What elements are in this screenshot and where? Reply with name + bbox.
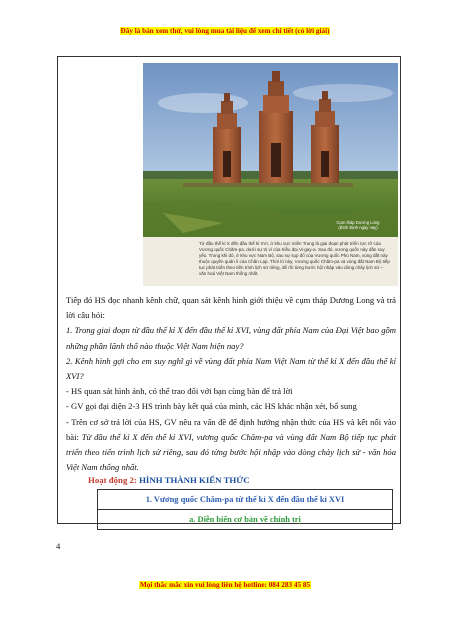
header-banner-text: Đây là bản xem thử, vui lòng mua tài liệu để xem chi tiết (có lời giải) (120, 27, 330, 35)
step-2: - GV gọi đại diện 2-3 HS trình bày kết quả của mình, các HS khác nhận xét, bổ sung (66, 401, 357, 412)
footer-banner-text: Mọi thắc mắc xin vui lòng liên hệ hotline: 084 283 45 85 (139, 581, 311, 589)
activity-heading (88, 475, 250, 485)
question-1-text: 1. Trong giai đoạn từ đầu thế kỉ X đến đầu thế kỉ XVI, vùng đất phía Nam của Đại Việt bao gồm những phần lãnh thổ nào thuộc Việt Nam hiện nay? (66, 325, 396, 351)
page-number: 4 (56, 541, 61, 551)
footer-banner (0, 581, 450, 589)
step-1: - HS quan sát hình ảnh, có thể trao đổi với bạn cùng bàn để trả lời (66, 386, 293, 397)
figure-caption-text: Từ đầu thế kỉ X đến đầu thế kỉ XVI, ở khu vực miền Trung là giai đoạn phát triển rực rỡ của Vương quốc Chăm-pa, dưới sự trị vì của triều đại Vi-gay-a. Sau đó, vương quốc này dần suy yếu. Trong khi đó, ở khu vực Nam Bộ, sau sự sụp đổ của Vương quốc Phù Nam, vùng đất này thuộc quyền quản lí của Chân Lạp. Thời kì này, Vương quốc Chăm-pa và vùng đất Nam Bộ tiếp tục phát triển theo tiến trình lịch sử riêng, để rồi từng bước hội nhập vào dòng chảy lịch sử – văn hoá Việt Nam thống nhất. (199, 241, 390, 277)
figure (143, 63, 398, 286)
activity-title: HÌNH THÀNH KIẾN THỨC (139, 475, 250, 485)
tower-photo (143, 63, 398, 237)
question-2 (66, 354, 396, 384)
section-table (97, 489, 393, 530)
intro-paragraph: Tiếp đó HS đọc nhanh kênh chữ, quan sát kênh hình giới thiệu về cụm tháp Dương Long và trả lời câu hỏi: (66, 295, 396, 321)
lesson-body (66, 293, 396, 475)
section-heading: 1. Vương quốc Chăm-pa từ thế kỉ X đến đầu thế kỉ XVI (98, 490, 392, 510)
section-subheading: a. Diễn biến cơ bản về chính trị (189, 515, 301, 524)
content-frame (57, 56, 401, 524)
photo-label (324, 220, 392, 231)
figure-caption (143, 237, 398, 286)
step-3-italic: Từ đầu thế kỉ X đến thế kỉ XVI, vương quốc Chăm-pa và vùng đất Nam Bộ tiếp tục phát triển theo tiến trình lịch sử riêng, sau đó từng bước hội nhập vào dòng chảy lịch sử - văn hóa Việt Nam thống nhất. (66, 431, 396, 473)
photo-label-line2: (Bình Định ngày nay) (338, 225, 378, 231)
photo-label-line1: Cụm tháp Dương Long (336, 220, 380, 225)
question-1 (66, 323, 396, 353)
step-3 (66, 415, 396, 476)
step-3-plain: - Trên cơ sở trả lời của HS, GV nêu ra vấn đề để định hướng nhận thức của HS và kết nối vào bài: (66, 416, 396, 442)
question-2-text: 2. Kênh hình gợi cho em suy nghĩ gì về vùng đất phía Nam Việt Nam từ thế kỉ X đến đầu thế kỉ XVI? (66, 355, 396, 382)
activity-prefix: Hoạt động 2: (88, 475, 140, 485)
tower-photo-illustration (143, 63, 398, 237)
header-banner (0, 27, 450, 35)
